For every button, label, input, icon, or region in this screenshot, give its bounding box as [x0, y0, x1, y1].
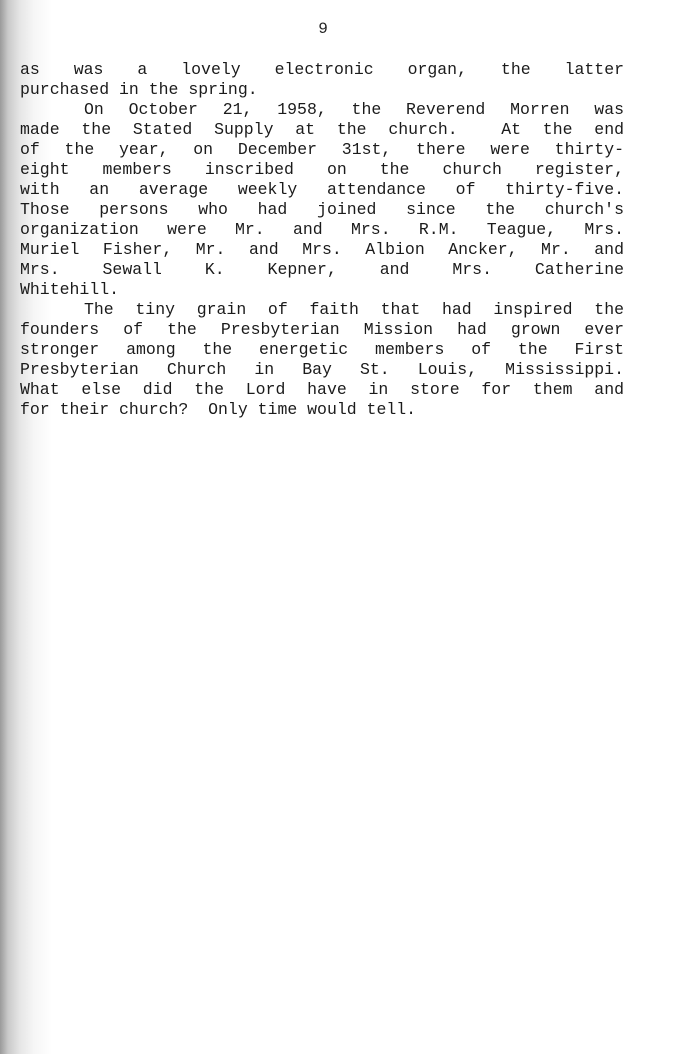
text-line: founders of the Presbyterian Mission had grown ever — [20, 320, 624, 339]
text-line: Presbyterian Church in Bay St. Louis, Mississippi. — [20, 360, 624, 379]
text-line: with an average weekly attendance of thirty-five. — [20, 180, 624, 199]
text-line: eight members inscribed on the church register, — [20, 160, 624, 179]
body-text — [20, 60, 624, 420]
text-line: made the Stated Supply at the church. At the end — [20, 120, 624, 139]
text-line: Mrs. Sewall K. Kepner, and Mrs. Catherine — [20, 260, 624, 279]
text-line: for their church? Only time would tell. — [20, 400, 417, 419]
text-line: Those persons who had joined since the church's — [20, 200, 624, 219]
text-line: of the year, on December 31st, there were thirty- — [20, 140, 624, 159]
text-line: stronger among the energetic members of the First — [20, 340, 624, 359]
page-number: 9 — [318, 20, 328, 38]
text-line: Muriel Fisher, Mr. and Mrs. Albion Ancker, Mr. and — [20, 240, 624, 259]
text-line: What else did the Lord have in store for them and — [20, 380, 624, 399]
text-line: Whitehill. — [20, 280, 120, 299]
text-line: On October 21, 1958, the Reverend Morren was — [84, 100, 624, 119]
text-line: organization were Mr. and Mrs. R.M. Teague, Mrs. — [20, 220, 624, 239]
text-line: as was a lovely electronic organ, the latter — [20, 60, 624, 79]
text-line: purchased in the spring. — [20, 80, 258, 99]
text-line: The tiny grain of faith that had inspired the — [84, 300, 624, 319]
